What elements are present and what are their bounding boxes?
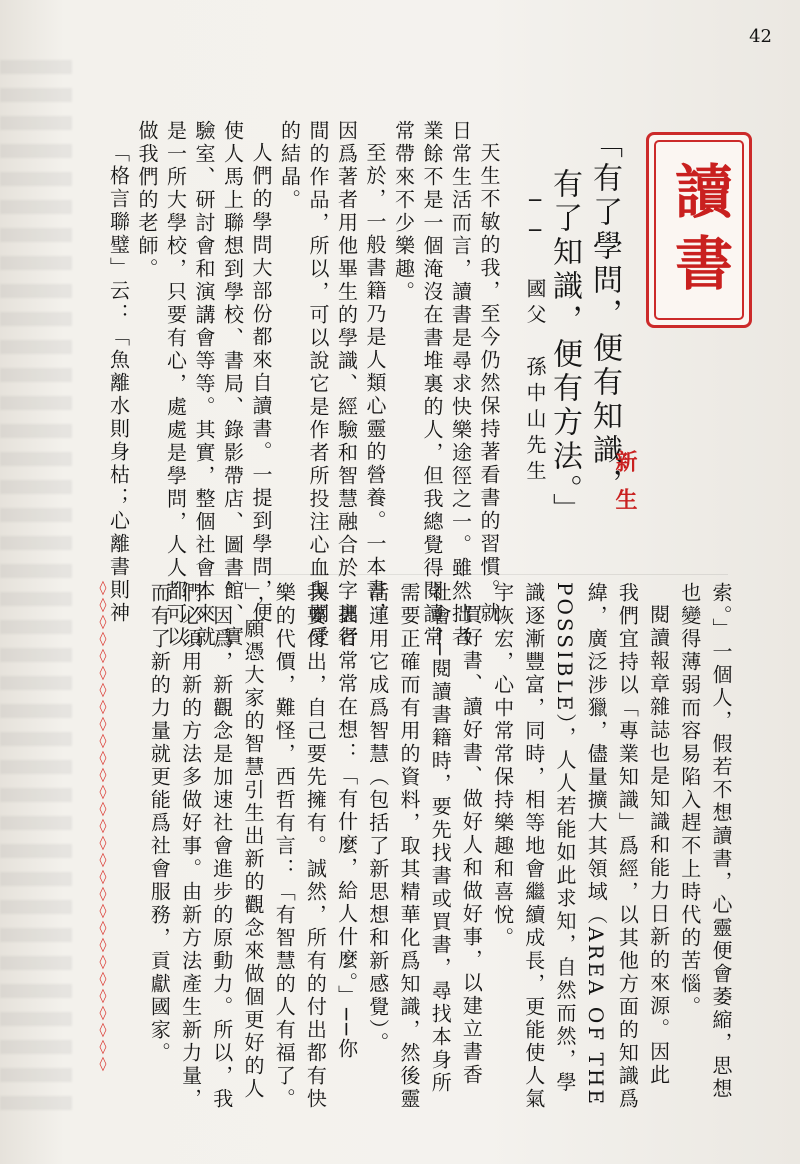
quote-line-2: 有了知識，便有方法。」 [547, 168, 582, 527]
lower-body-line: 需要正確而有用的資料，取其精華化爲知識，然後靈 [397, 582, 421, 1111]
lower-body-line: 緯，廣泛涉獵，儘量擴大其領域（AREA OF THE [584, 582, 609, 1107]
lower-body-line: 我們宜持以「專業知識」爲經，以其他方面的知識爲 [615, 582, 640, 1111]
upper-body-line: 的結晶。 [277, 120, 302, 212]
upper-body-line: 使人馬上聯想到學校、書局、錄影帶店、圖書館、實 [220, 120, 245, 649]
bleed-through-shadow [0, 60, 72, 1120]
lower-body-line: 而有了新的力量就更能爲社會服務，貢獻國家。 [147, 582, 172, 1065]
lower-body-line: 識逐漸豐富，同時，相等地會繼續成長，更能使人氣 [521, 582, 546, 1111]
page-number: 42 [749, 26, 772, 47]
upper-body-line: 「格言聯璧」云：「魚離水則身枯；心離書則神 [106, 142, 131, 625]
upper-body-line: 至於，一般書籍乃是人類心靈的營養。一本書， [363, 142, 387, 625]
decorative-ornament-border: ◊◊◊◊◊◊◊◊◊◊◊◊◊◊◊◊◊◊◊◊◊◊◊◊◊◊◊◊◊ [95, 580, 111, 1073]
upper-body-line: 做我們的老師。 [135, 120, 159, 281]
title-badge [646, 132, 752, 328]
upper-body-line: 因爲著者用他畢生的學識、經驗和智慧融合於字裏行 [334, 120, 359, 649]
lower-body-line: 活運用它成爲智慧（包括了新思想和新感覺）。 [365, 582, 390, 1055]
lower-body-line: 我要付出，自己要先擁有。誠然，所有的付出都有快 [303, 582, 328, 1111]
lower-body-line: 」，願憑大家的智慧引生出新的觀念來做個更好的人 [241, 582, 265, 1101]
lower-body-line: 也變得薄弱而容易陷入趕不上時代的苦惱。 [677, 582, 702, 1019]
upper-body-line: 業餘不是一個淹沒在書堆裏的人，但我總覺得閱讀常 [420, 120, 444, 649]
upper-body-line: 天生不敏的我，至今仍然保持著看書的習慣。就 [477, 142, 501, 625]
upper-body-line: 常帶來不少樂趣。 [391, 120, 416, 304]
lower-body-line: 樂的代價，難怪，西哲有言：「有智慧的人有福了。 [272, 582, 297, 1111]
upper-body-line: 驗室、研討會和演講會等等。其實，整個社會本來就 [192, 120, 216, 649]
author-name: 新生 [612, 450, 638, 526]
lower-body-line: 買好書、讀好書、做好人和做好事，以建立書香 [459, 604, 484, 1087]
lower-body-line: 社會──閱讀書籍時，要先找書或買書，尋找本身所 [428, 582, 453, 1096]
lower-body-line: 閱讀報章雜誌也是知識和能力日新的來源。因此 [646, 604, 671, 1087]
upper-body-line: 人們的學問大部份都來自讀書。一提到學問，便 [249, 142, 273, 625]
lower-body-line: 們必須用新的方法多做好事。由新方法產生新力量， [178, 582, 203, 1111]
lower-body-line: 拙者常常在想：「有什麼，給人什麼。」──你 [334, 604, 359, 1062]
lower-body-line: 宇恢宏，心中常常保持樂趣和喜悅。 [490, 582, 515, 950]
upper-body-line: 間的作品，所以，可以說它是作者所投注心血與關愛 [306, 120, 330, 649]
upper-body-line: 是一所大學校，只要有心，處處是學問，人人都可以 [163, 120, 188, 649]
quote-attribution: ── 國父 孫中山先生 [523, 188, 547, 486]
lower-body-line: POSSIBLE），人人若能如此求知，自然而然，學 [553, 582, 577, 1095]
lower-body-line: 索。」一個人，假若不想讀書，心靈便會萎縮，思想 [709, 582, 733, 1101]
upper-body-line: 日常生活而言，讀書是尋求快樂途徑之一。雖然拙者 [448, 120, 473, 649]
quote-line-1: 「有了學問，便有知識， [587, 128, 622, 502]
lower-body-line: 。因爲，新觀念是加速社會進步的原動力。所以，我 [209, 582, 234, 1111]
article-title: 讀書 [665, 161, 733, 305]
